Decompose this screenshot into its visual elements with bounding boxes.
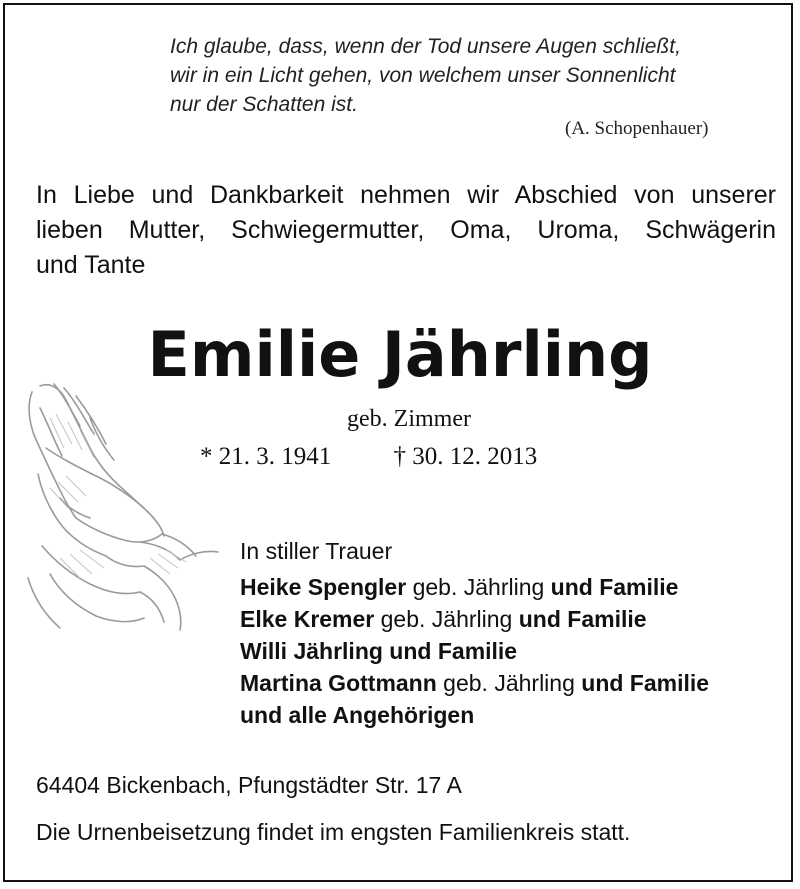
mourner-family: und Familie [581, 670, 710, 696]
mourner-maiden: geb. Jährling [436, 670, 582, 696]
mourner-name: Martina Gottmann [240, 670, 437, 696]
death-date: † 30. 12. 2013 [393, 443, 538, 470]
intro-line: lieben Mutter, Schwiegermutter, Oma, Uroma, Schwägerin [36, 216, 776, 244]
mourner-entry [240, 603, 709, 635]
quote-line: wir in ein Licht gehen, von welchem unser Sonnenlicht [170, 64, 676, 87]
mourner-entry [240, 699, 709, 731]
mourner-name: Heike Spengler [240, 574, 407, 600]
mourner-name: Elke Kremer [240, 606, 375, 632]
intro-line: In Liebe und Dankbarkeit nehmen wir Abschied von unserer [36, 181, 776, 209]
mourner-maiden: geb. Jährling [374, 606, 519, 632]
deceased-name: Emilie Jährling [147, 318, 653, 391]
mourner-maiden: geb. Jährling [406, 574, 551, 600]
intro-text [36, 178, 776, 283]
burial-note: Die Urnenbeisetzung findet im engsten Familienkreis statt. [36, 819, 631, 845]
quote-block [170, 32, 770, 119]
intro-line: und Tante [36, 251, 146, 279]
quote-author: (A. Schopenhauer) [565, 118, 709, 139]
mourners-block [240, 535, 709, 731]
mourners-title: In stiller Trauer [240, 538, 393, 564]
birth-date: * 21. 3. 1941 [200, 443, 332, 470]
mourner-family: und Familie [550, 574, 679, 600]
mourner-entry [240, 571, 709, 603]
mourner-entry [240, 635, 709, 667]
life-dates [200, 443, 537, 471]
address: 64404 Bickenbach, Pfungstädter Str. 17 A [36, 772, 462, 798]
mourner-name: Willi Jährling und Familie [240, 638, 518, 664]
quote-line: nur der Schatten ist. [170, 93, 358, 116]
maiden-name: geb. Zimmer [347, 406, 471, 432]
mourner-family: und Familie [518, 606, 647, 632]
quote-line: Ich glaube, dass, wenn der Tod unsere Augen schließt, [170, 35, 681, 58]
mourner-entry [240, 667, 709, 699]
mourner-name: und alle Angehörigen [240, 702, 475, 728]
praying-hands-icon [20, 378, 235, 638]
